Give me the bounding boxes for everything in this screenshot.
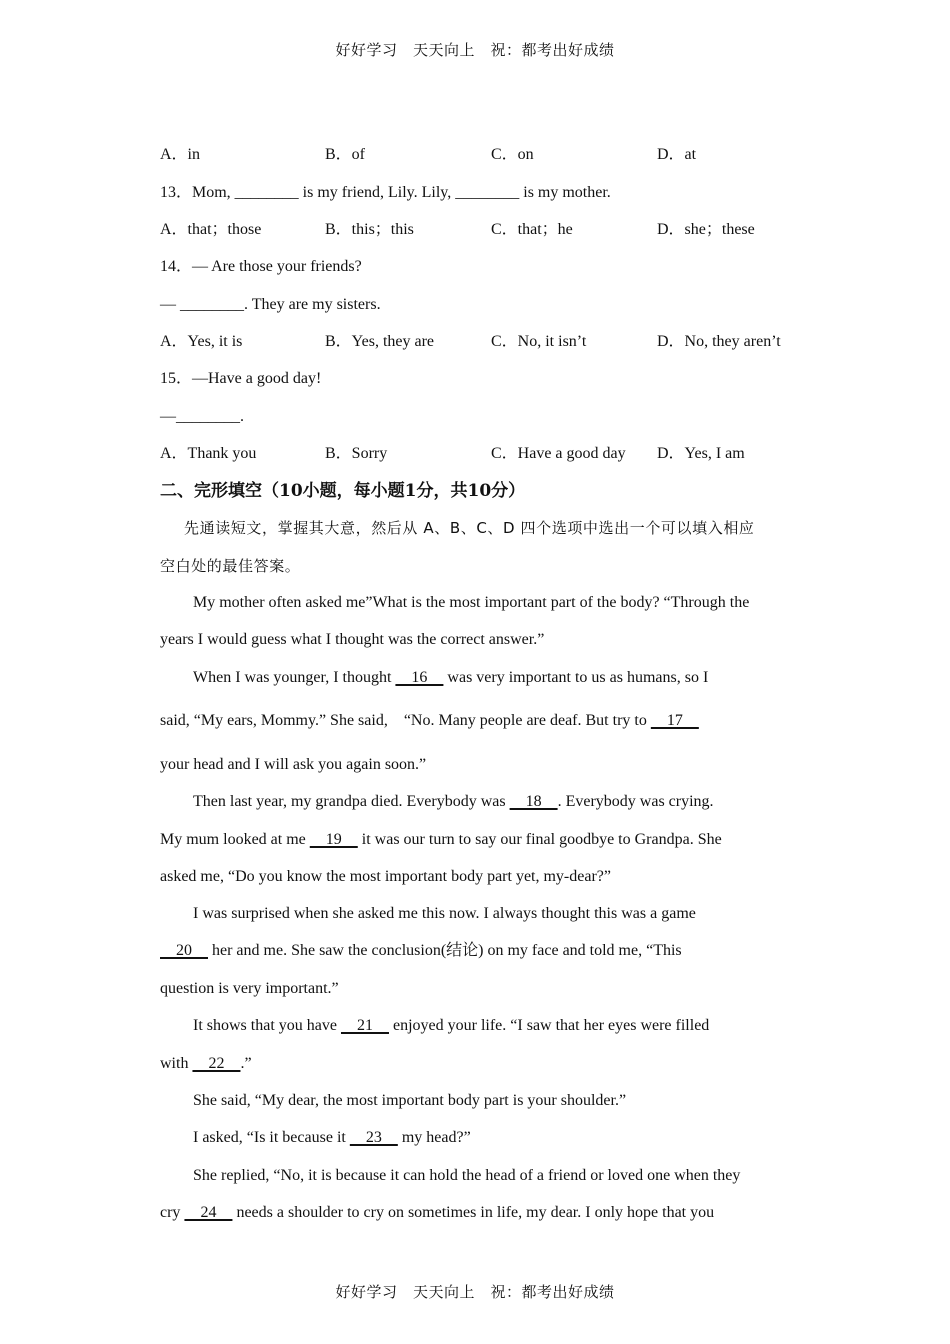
text-run: I asked, “Is it because it (193, 1129, 350, 1146)
passage-line: She replied, “No, it is because it can hold the head of a friend or loved one when they (193, 1167, 741, 1184)
text-run: said, “My ears, Mommy.” She said, “No. Many people are deaf. But try to (160, 712, 651, 729)
q13-option-d: D．she；these (657, 221, 755, 238)
q15-option-a: A．Thank you (160, 445, 257, 462)
blank-22: 22 (192, 1055, 241, 1072)
passage-line: She said, “My dear, the most important body part is your shoulder.” (193, 1092, 627, 1109)
section-title: 二、完形填空（10小题，每小题1分，共10分） (160, 481, 526, 501)
section-instruction-line2: 空白处的最佳答案。 (160, 557, 301, 575)
passage-line (193, 668, 708, 688)
passage-line: asked me, “Do you know the most important body part yet, my-dear?” (160, 868, 611, 885)
text-run: When I was younger, I thought (193, 669, 396, 686)
page-footer: 好好学习 天天向上 祝：都考出好成绩 (335, 1283, 615, 1301)
text-run: it was our turn to say our final goodbye to Grandpa. She (357, 831, 722, 848)
q13-option-b: B．this；this (325, 221, 414, 238)
q14-option-d: D．No, they aren’t (657, 333, 781, 350)
passage-line (160, 1203, 714, 1223)
blank-16: 16 (395, 669, 444, 686)
passage-line (160, 941, 682, 961)
text-run: was very important to us as humans, so I (443, 669, 709, 686)
q14-option-c: C．No, it isn’t (491, 333, 587, 350)
q12-option-a: A．in (160, 146, 201, 163)
blank-20: 20 (160, 942, 208, 959)
text-run: my head?” (397, 1129, 471, 1146)
passage-line: years I would guess what I thought was the correct answer.” (160, 631, 545, 648)
text-run: .” (240, 1055, 252, 1072)
text-run: with (160, 1055, 193, 1072)
q13-option-c: C．that；he (491, 221, 573, 238)
text-run: Then last year, my grandpa died. Everybody was (193, 793, 510, 810)
q12-option-c: C．on (491, 146, 534, 163)
blank-21: 21 (340, 1017, 389, 1034)
q15-answer-line: —________. (160, 408, 244, 425)
blank-19: 19 (309, 831, 358, 848)
blank-24: 24 (184, 1204, 233, 1221)
q12-option-b: B．of (325, 146, 366, 163)
q13-option-a: A．that；those (160, 221, 262, 238)
text-run: . Everybody was crying. (557, 793, 714, 810)
passage-line (160, 711, 699, 731)
q15-option-c: C．Have a good day (491, 445, 626, 462)
text-run: It shows that you have (193, 1017, 341, 1034)
page-header: 好好学习 天天向上 祝：都考出好成绩 (335, 41, 615, 59)
text-run: cry (160, 1204, 185, 1221)
passage-line (160, 1054, 252, 1074)
section-instruction-line1: 先通读短文，掌握其大意，然后从 A、B、C、D 四个选项中选出一个可以填入相应 (184, 519, 755, 537)
q13-stem: 13．Mom, ________ is my friend, Lily. Lily, ________ is my mother. (160, 184, 611, 201)
passage-line (193, 792, 714, 812)
passage-line: I was surprised when she asked me this now. I always thought this was a game (193, 905, 696, 922)
text-run: needs a shoulder to cry on sometimes in life, my dear. I only hope that you (232, 1204, 715, 1221)
q14-option-a: A．Yes, it is (160, 333, 243, 350)
q15-option-d: D．Yes, I am (657, 445, 745, 462)
q12-option-d: D．at (657, 146, 697, 163)
text-run: My mum looked at me (160, 831, 310, 848)
blank-23: 23 (349, 1129, 398, 1146)
blank-17: 17 (650, 712, 699, 729)
passage-line (193, 1016, 709, 1036)
q15-option-b: B．Sorry (325, 445, 388, 462)
passage-line: question is very important.” (160, 980, 339, 997)
passage-line: My mother often asked me”What is the most important part of the body? “Through the (193, 594, 750, 611)
q15-stem: 15．—Have a good day! (160, 370, 322, 387)
q14-stem: 14．— Are those your friends? (160, 258, 362, 275)
passage-line (193, 1128, 471, 1148)
blank-18: 18 (509, 793, 558, 810)
passage-line: your head and I will ask you again soon.” (160, 756, 427, 773)
q14-option-b: B．Yes, they are (325, 333, 435, 350)
q14-answer-line: — ________. They are my sisters. (160, 296, 381, 313)
passage-line (160, 830, 722, 850)
text-run: enjoyed your life. “I saw that her eyes were filled (388, 1017, 710, 1034)
text-run: her and me. She saw the conclusion(结论) on my face and told me, “This (208, 942, 682, 959)
